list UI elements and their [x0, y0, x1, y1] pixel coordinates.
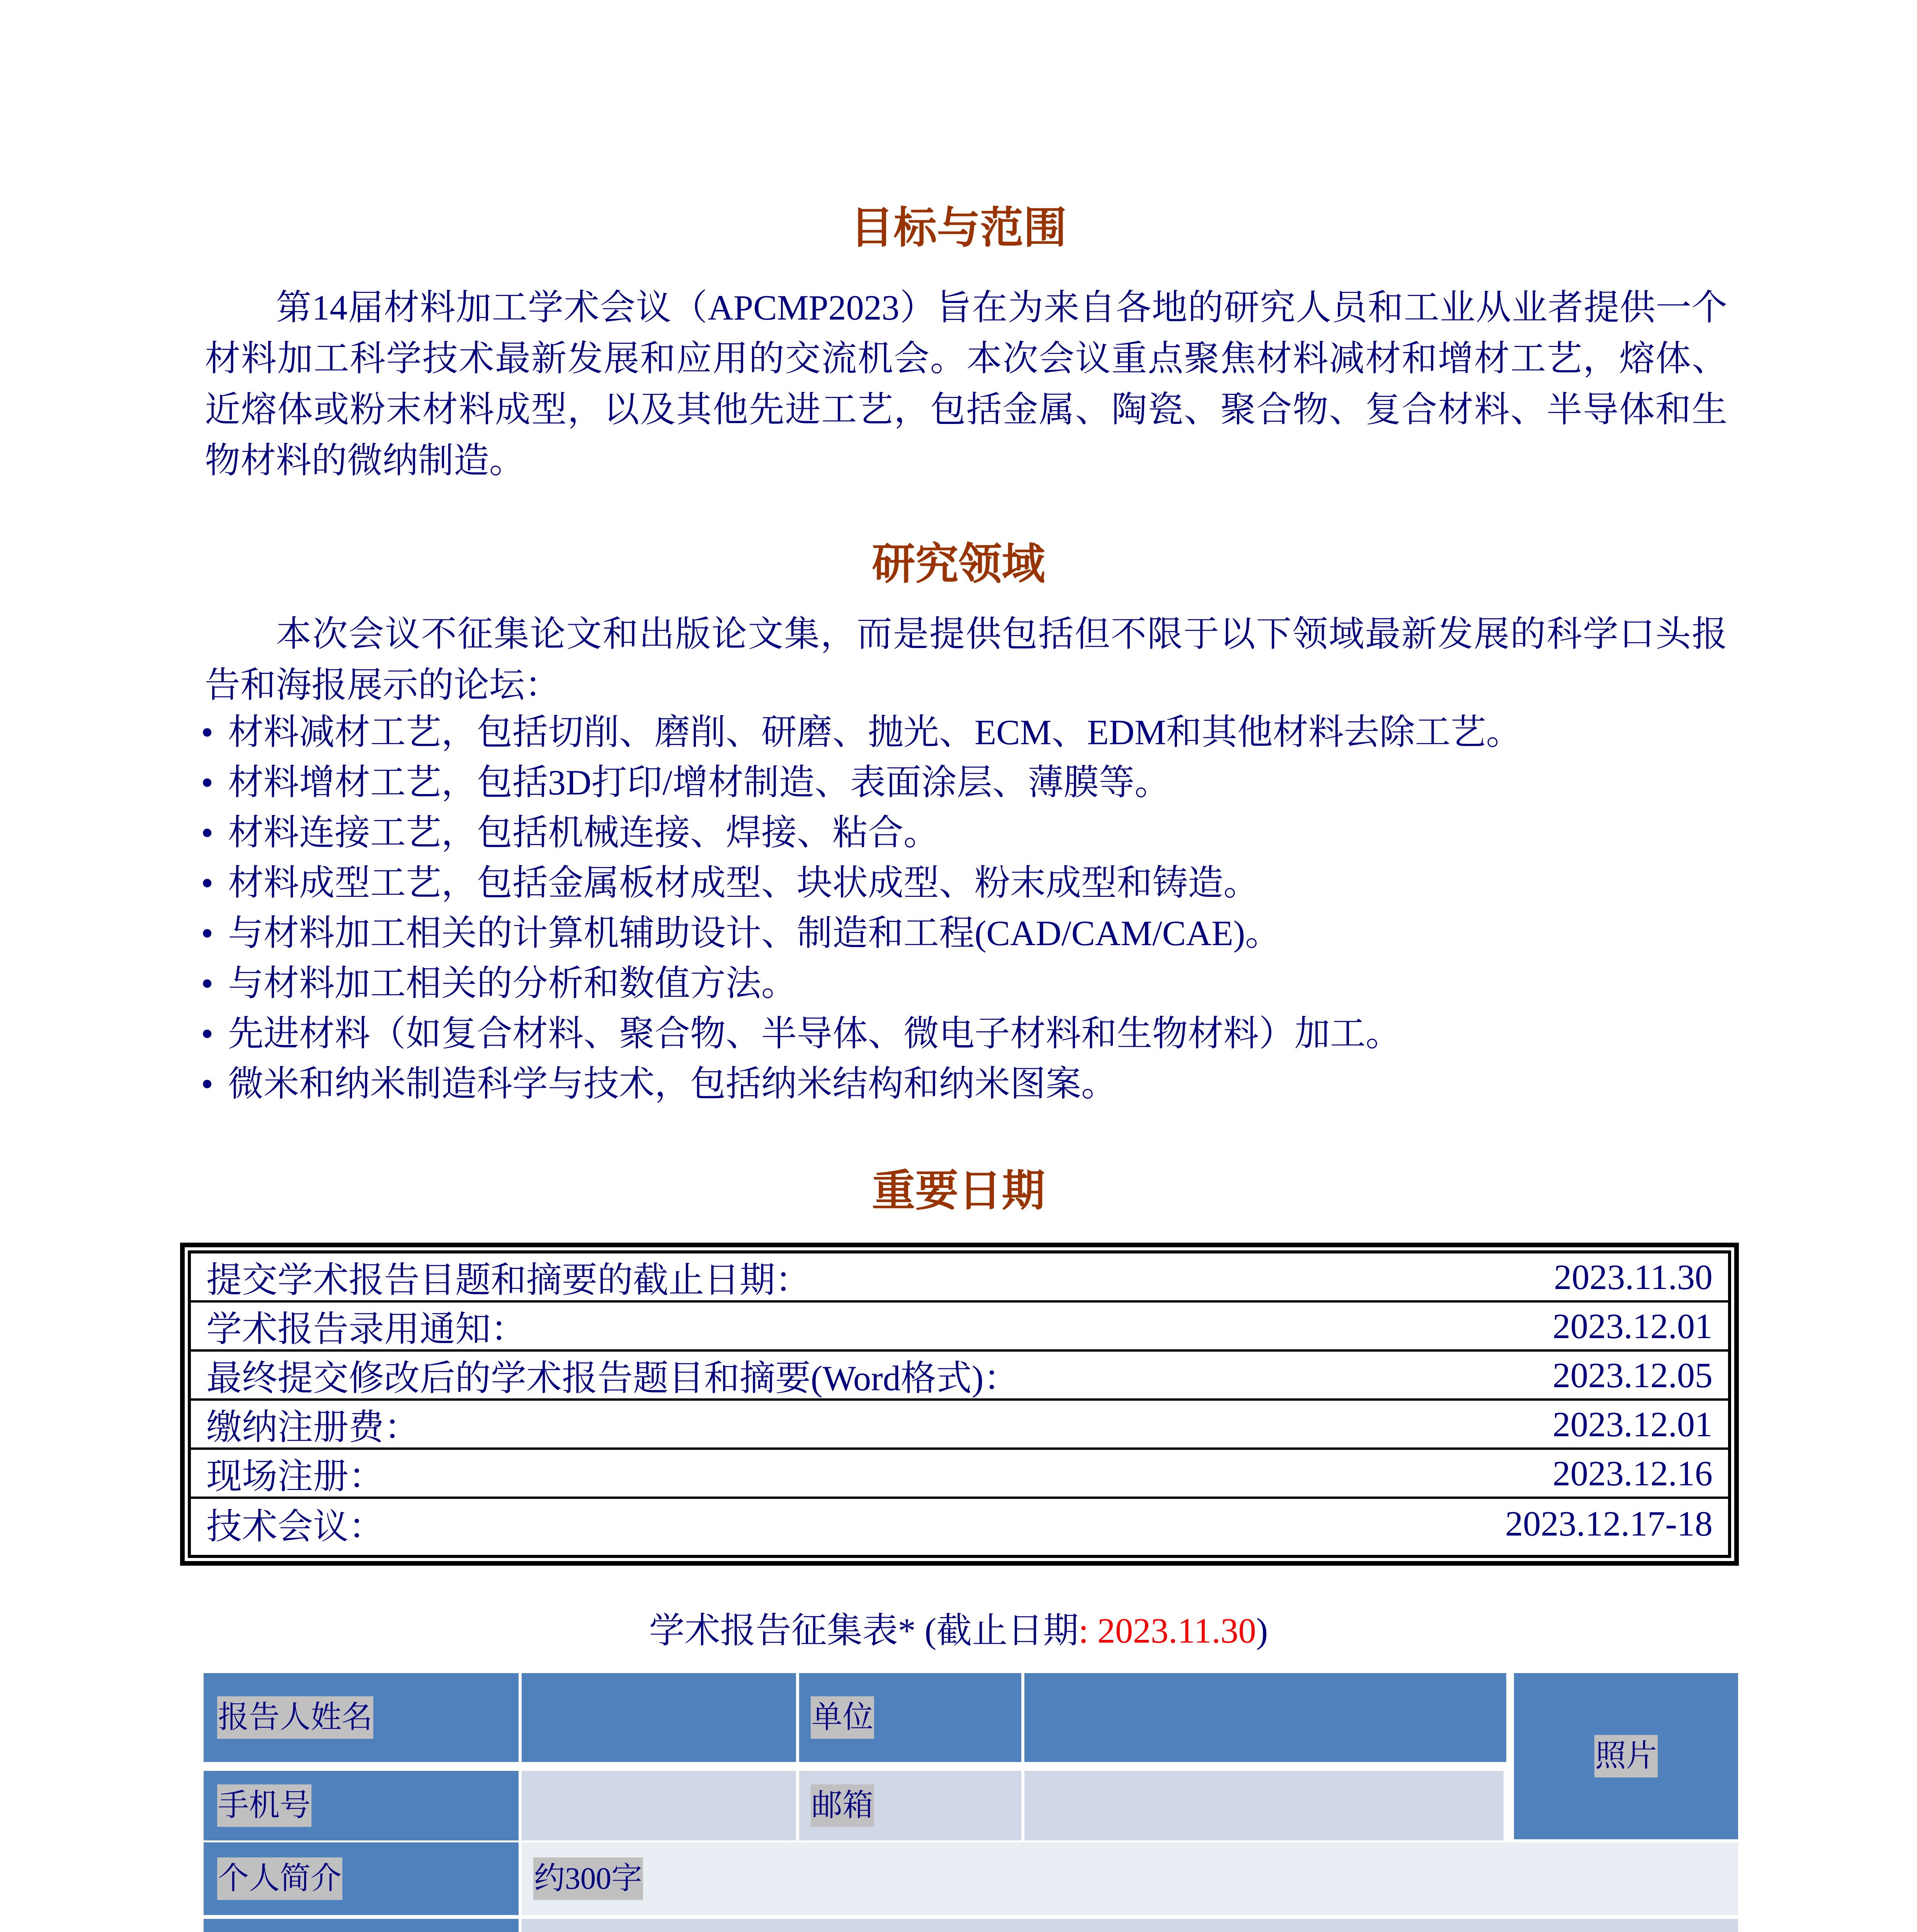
form-field-unit[interactable] — [1024, 1673, 1506, 1762]
section-title-aims: 目标与范围 — [850, 203, 1067, 253]
aims-paragraph: 第14届材料加工学术会议（APCMP2023）旨在为来自各地的研究人员和工业从业者提供一个材料加工科学技术最新发展和应用的交流机会。本次会议重点聚焦材料减材和增材工艺，熔体、近熔体或粉末材料成型，以及其他先进工艺，包括金属、陶瓷、聚合物、复合材料、半导体和生物材料的微纳制造。 — [205, 288, 1727, 480]
topic-item: • 材料减材工艺，包括切削、磨削、研磨、抛光、ECM、EDM和其他材料去除工艺。 — [201, 707, 1739, 757]
bullet-icon: • — [201, 813, 214, 852]
date-row — [191, 1450, 1728, 1499]
form-field-email[interactable] — [1024, 1771, 1504, 1840]
form-field-phone[interactable] — [522, 1771, 796, 1840]
form-label-name: 报告人姓名 — [204, 1673, 519, 1762]
form-label-unit: 单位 — [799, 1673, 1021, 1762]
topic-item: • 与材料加工相关的计算机辅助设计、制造和工程(CAD/CAM/CAE)。 — [201, 908, 1739, 958]
form-title: 学术报告征集表* (截止日期: 2023.11.30) — [649, 1611, 1268, 1650]
bullet-icon: • — [201, 713, 214, 752]
bullet-icon: • — [201, 863, 214, 903]
date-value: 2023.12.01 — [1553, 1404, 1713, 1444]
form-field-bio[interactable]: 约300字 — [522, 1842, 1738, 1915]
date-label: 最终提交修改后的学术报告题目和摘要(Word格式)： — [206, 1358, 1019, 1398]
topic-item: • 先进材料（如复合材料、聚合物、半导体、微电子材料和生物材料）加工。 — [201, 1009, 1739, 1059]
bullet-icon: • — [201, 763, 214, 802]
date-row — [191, 1401, 1728, 1450]
form-label-email: 邮箱 — [799, 1771, 1021, 1840]
date-value: 2023.11.30 — [1554, 1257, 1713, 1297]
topics-paragraph: 本次会议不征集论文和出版论文集，而是提供包括但不限于以下领域最新发展的科学口头报告和海报展示的论坛： — [205, 614, 1727, 705]
date-value: 2023.12.17-18 — [1505, 1503, 1713, 1543]
date-label: 学术报告录用通知： — [206, 1309, 527, 1349]
form-field-name[interactable] — [522, 1673, 796, 1762]
topic-item: • 与材料加工相关的分析和数值方法。 — [201, 958, 1739, 1009]
form-label-phone: 手机号 — [204, 1771, 519, 1840]
date-value: 2023.12.05 — [1553, 1355, 1713, 1395]
section-title-dates: 重要日期 — [872, 1166, 1045, 1216]
bullet-icon: • — [201, 1064, 214, 1104]
topics-list — [201, 707, 1739, 1109]
form-deadline: 2023.11.30 — [1097, 1611, 1256, 1650]
bullet-icon: • — [201, 913, 214, 953]
topic-item: • 材料成型工艺，包括金属板材成型、块状成型、粉末成型和铸造。 — [201, 858, 1739, 908]
form-label-bio: 个人简介 — [204, 1842, 519, 1915]
date-row — [191, 1352, 1728, 1401]
bullet-icon: • — [201, 1014, 214, 1053]
date-label: 技术会议： — [206, 1507, 384, 1546]
form-label-topic — [204, 1919, 519, 1932]
date-row — [191, 1253, 1728, 1303]
section-title-topics: 研究领域 — [872, 539, 1045, 589]
bullet-icon: • — [201, 964, 214, 1003]
date-value: 2023.12.16 — [1553, 1453, 1713, 1493]
topic-item: • 材料增材工艺，包括3D打印/增材制造、表面涂层、薄膜等。 — [201, 757, 1739, 808]
important-dates-table — [180, 1243, 1739, 1566]
date-row — [191, 1303, 1728, 1352]
topic-item: • 微米和纳米制造科学与技术，包括纳米结构和纳米图案。 — [201, 1059, 1739, 1109]
topic-item: • 材料连接工艺，包括机械连接、焊接、粘合。 — [201, 808, 1739, 858]
date-label: 提交学术报告目题和摘要的截止日期： — [206, 1260, 811, 1300]
date-value: 2023.12.01 — [1553, 1306, 1713, 1346]
date-label: 缴纳注册费： — [206, 1407, 420, 1447]
date-row — [191, 1499, 1728, 1548]
form-photo-box[interactable]: 照片 — [1514, 1673, 1738, 1839]
date-label: 现场注册： — [206, 1456, 384, 1496]
form-field-topic[interactable] — [522, 1919, 1738, 1932]
